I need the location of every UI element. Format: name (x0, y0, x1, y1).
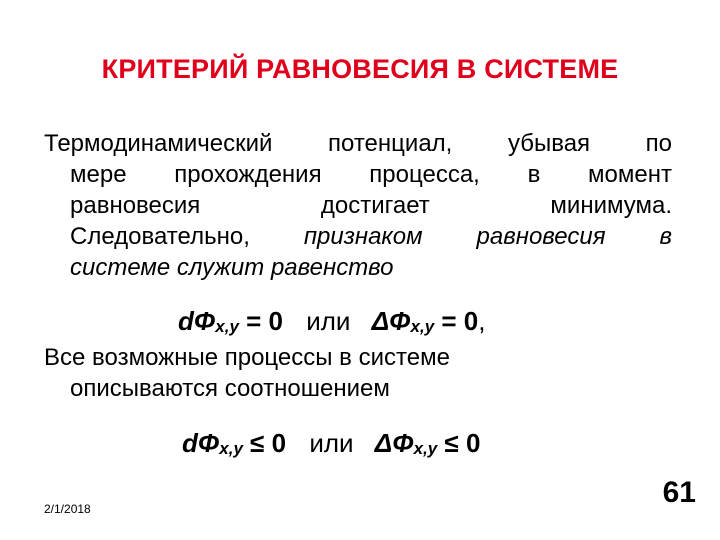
paragraph-line (44, 159, 672, 190)
page-number: 61 (662, 476, 696, 509)
paragraph-line: Все возможные процессы в системе (44, 344, 450, 371)
formula-or-word: или (306, 306, 351, 336)
paragraph-line: описываются соотношением (70, 375, 390, 402)
formula-relation: = 0 (434, 306, 479, 336)
formula-differential: dΦ (178, 306, 216, 336)
paragraph-line-italic: системе служит равенство (70, 254, 394, 281)
paragraph-word-italic: признаком (303, 223, 423, 250)
formula-subscript: x,y (410, 317, 435, 336)
paragraph-line (44, 221, 672, 252)
paragraph-word-italic: равновесия (476, 223, 606, 250)
slide-date: 2/1/2018 (44, 502, 91, 516)
paragraph-line (44, 252, 672, 283)
formula-subscript: x,y (219, 439, 243, 458)
formula-inequality (182, 428, 480, 459)
paragraph-word: равновесия (70, 192, 201, 219)
formula-subscript: x,y (215, 317, 239, 336)
formula-relation: = 0 (238, 306, 283, 336)
paragraph-thermodynamic-potential (44, 128, 672, 283)
paragraph-word-italic: в (659, 223, 673, 250)
paragraph-word: Следовательно, (70, 223, 250, 250)
paragraph-line-text: мере прохождения процесса, в момент (70, 161, 672, 188)
formula-subscript: x,y (413, 439, 438, 458)
formula-differential: dΦ (182, 428, 220, 458)
paragraph-word: достигает (320, 192, 430, 219)
slide-title: КРИТЕРИЙ РАВНОВЕСИЯ В СИСТЕМЕ (101, 54, 619, 84)
paragraph-possible-processes (44, 342, 672, 404)
formula-relation: ≤ 0 (242, 428, 287, 458)
paragraph-word: минимума. (550, 192, 672, 219)
formula-delta: ΔΦ (374, 428, 414, 458)
formula-comma: , (478, 306, 486, 336)
paragraph-line: Термодинамический потенциал, убывая по (44, 130, 672, 157)
formula-delta: ΔΦ (371, 306, 411, 336)
paragraph-line (44, 190, 672, 221)
formula-or-word: или (309, 428, 354, 458)
formula-equilibrium (178, 306, 486, 337)
formula-relation: ≤ 0 (437, 428, 481, 458)
